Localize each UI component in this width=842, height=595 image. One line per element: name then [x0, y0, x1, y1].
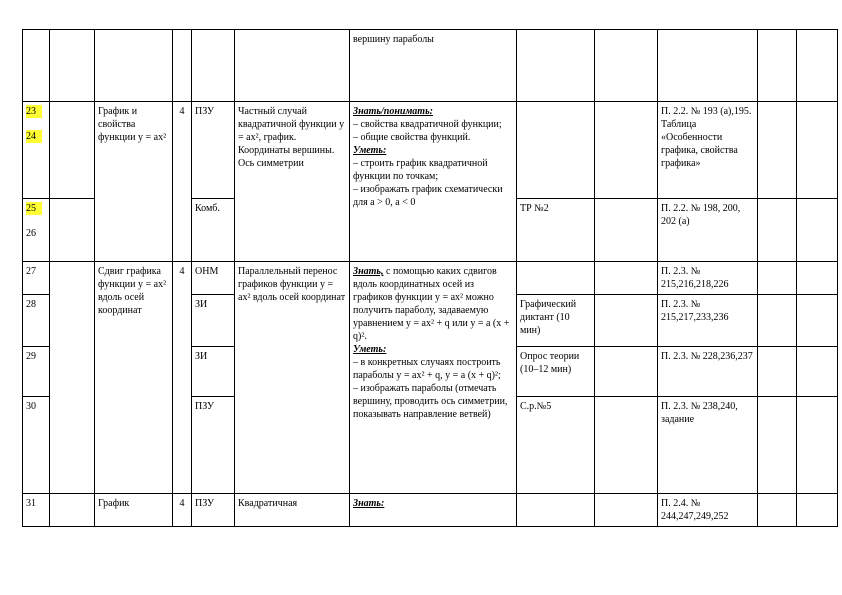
cell-control: С.р.№5	[517, 397, 595, 494]
cell-topic	[95, 30, 173, 102]
requirement-line: – в конкретных случаях построить параболы y = ax² + q, y = a (x + q)²;	[353, 357, 501, 381]
cell-extra	[595, 347, 658, 397]
cell-type: ЗИ	[192, 347, 235, 397]
cell-hours: 4	[173, 262, 192, 494]
cell-extra	[595, 102, 658, 199]
cell-homework: П. 2.3. № 215,217,233,236	[658, 295, 758, 347]
know-label: Знать:	[353, 498, 385, 509]
cell-elements: Частный случай квадратичной функции y = ax², график. Координаты вершины. Ось симметрии	[235, 102, 350, 262]
cell-homework: П. 2.3. № 215,216,218,226	[658, 262, 758, 295]
cell-date	[758, 262, 797, 295]
cell-num	[23, 30, 50, 102]
know-label: Знать,	[353, 266, 384, 277]
requirement-text: с помощью каких сдвигов вдоль координатных осей из графиков функции y = ax² можно получить параболу, задаваемую уравнением y = ax² + q или y = a (x + q)².	[353, 266, 510, 342]
cell-elements: Параллельный перенос графиков функции y = ax² вдоль осей координат	[235, 262, 350, 494]
lesson-number: 25	[26, 202, 42, 215]
cell-extra	[595, 397, 658, 494]
requirement-line: – строить график квадратичной функции по точкам;	[353, 158, 488, 182]
cell-num	[23, 199, 50, 262]
cell-type: ОНМ	[192, 262, 235, 295]
cell-date	[758, 397, 797, 494]
cell-date	[758, 30, 797, 102]
cell-empty	[50, 199, 95, 262]
cell-date	[758, 102, 797, 199]
cell-hours: 4	[173, 494, 192, 527]
lesson-number: 23	[26, 105, 42, 118]
cell-date	[797, 30, 838, 102]
cell-date	[797, 262, 838, 295]
cell-num: 27	[23, 262, 50, 295]
cell-empty	[50, 494, 95, 527]
lesson-number: 24	[26, 130, 42, 143]
cell-homework	[658, 30, 758, 102]
cell-date	[797, 199, 838, 262]
table-row	[23, 262, 838, 295]
requirement-line: – свойства квадратичной функции;	[353, 119, 502, 130]
requirement-line: – изображать параболы (отмечать вершину, проводить ось симметрии, показывать направление ветвей)	[353, 383, 508, 420]
cell-type: ПЗУ	[192, 102, 235, 199]
cell-empty	[50, 262, 95, 494]
cell-elements: Квадратичная	[235, 494, 350, 527]
can-label: Уметь:	[353, 145, 387, 156]
lesson-plan-table	[22, 29, 838, 527]
cell-control	[517, 30, 595, 102]
cell-control	[517, 102, 595, 199]
cell-type: ЗИ	[192, 295, 235, 347]
cell-extra	[595, 262, 658, 295]
cell-num: 28	[23, 295, 50, 347]
cell-type: ПЗУ	[192, 397, 235, 494]
cell-num	[23, 102, 50, 199]
requirement-line: – общие свойства функций.	[353, 132, 471, 143]
cell-date	[797, 347, 838, 397]
cell-requirements	[350, 494, 517, 527]
cell-date	[758, 347, 797, 397]
know-label: Знать/понимать:	[353, 106, 433, 117]
cell-date	[797, 494, 838, 527]
cell-date	[758, 199, 797, 262]
cell-extra	[595, 494, 658, 527]
cell-num: 29	[23, 347, 50, 397]
lesson-number: 26	[26, 228, 36, 239]
cell-control	[517, 262, 595, 295]
cell-type: ПЗУ	[192, 494, 235, 527]
cell-topic: График и свойства функции y = ax²	[95, 102, 173, 262]
cell-extra	[595, 199, 658, 262]
cell-homework: П. 2.2. № 193 (а),195. Таблица «Особенности графика, свойства графика»	[658, 102, 758, 199]
cell-date	[758, 295, 797, 347]
table-row	[23, 30, 838, 102]
cell-empty	[50, 102, 95, 199]
cell-type	[192, 30, 235, 102]
cell-hours	[173, 30, 192, 102]
cell-extra	[595, 30, 658, 102]
cell-requirements	[350, 102, 517, 262]
cell-num: 30	[23, 397, 50, 494]
cell-control: Графический диктант (10 мин)	[517, 295, 595, 347]
cell-homework: П. 2.3. № 238,240, задание	[658, 397, 758, 494]
requirement-line: – изображать график схематически для a > 0, a < 0	[353, 184, 503, 208]
cell-date	[797, 102, 838, 199]
can-label: Уметь:	[353, 344, 387, 355]
cell-control	[517, 494, 595, 527]
cell-requirements: вершину параболы	[350, 30, 517, 102]
cell-control: ТР №2	[517, 199, 595, 262]
cell-control: Опрос теории (10–12 мин)	[517, 347, 595, 397]
cell-homework: П. 2.2. № 198, 200, 202 (а)	[658, 199, 758, 262]
cell-empty	[50, 30, 95, 102]
cell-extra	[595, 295, 658, 347]
cell-date	[797, 295, 838, 347]
cell-homework: П. 2.4. № 244,247,249,252	[658, 494, 758, 527]
table-row	[23, 494, 838, 527]
cell-type: Комб.	[192, 199, 235, 262]
cell-hours: 4	[173, 102, 192, 262]
cell-requirements	[350, 262, 517, 494]
cell-homework: П. 2.3. № 228,236,237	[658, 347, 758, 397]
cell-topic: График	[95, 494, 173, 527]
cell-num: 31	[23, 494, 50, 527]
table-row	[23, 102, 838, 199]
cell-topic: Сдвиг графика функции y = ax² вдоль осей координат	[95, 262, 173, 494]
cell-elements	[235, 30, 350, 102]
cell-date	[797, 397, 838, 494]
cell-date	[758, 494, 797, 527]
